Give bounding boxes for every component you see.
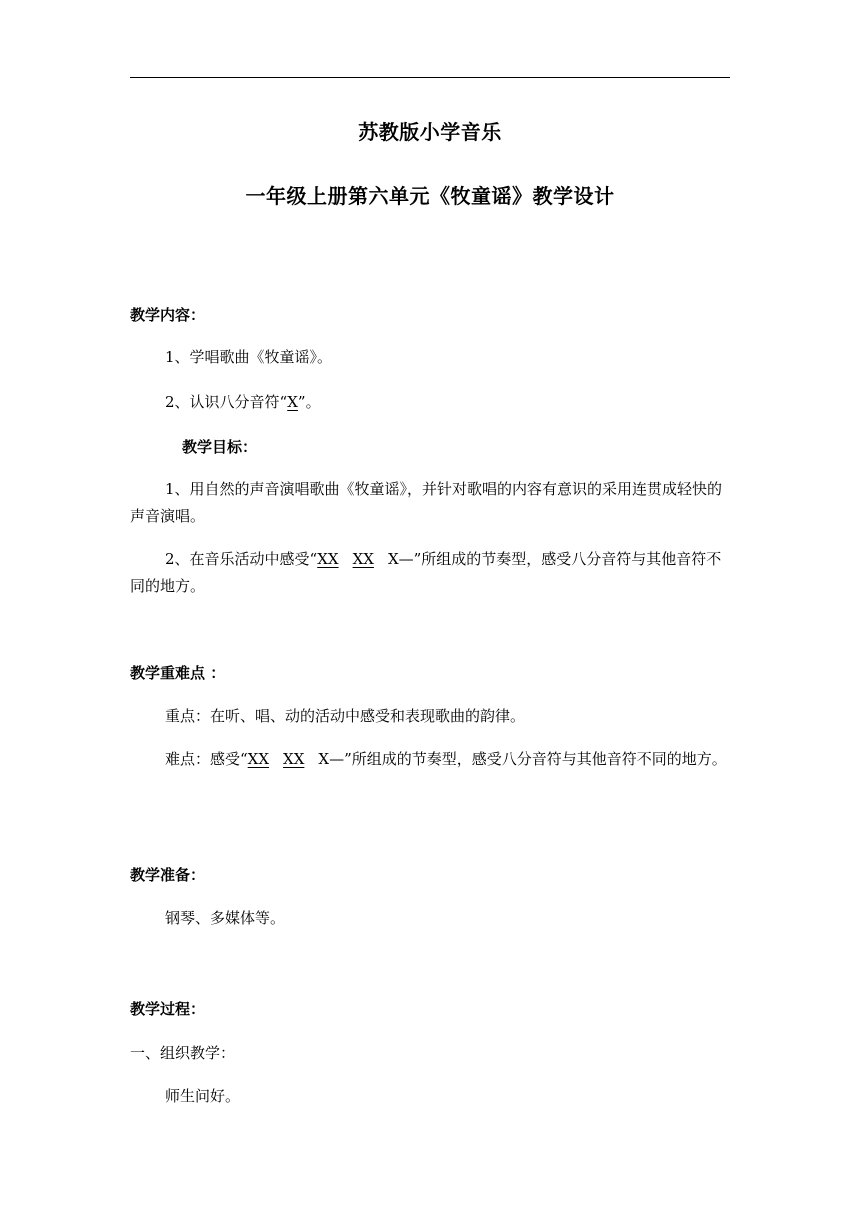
key-point-difficulty bbox=[130, 746, 730, 773]
content-item-2-pre: 2、认识八分音符“ bbox=[165, 393, 288, 411]
rhythm-xx-2: XX bbox=[352, 550, 374, 568]
eighth-note-symbol: X bbox=[287, 393, 298, 411]
section-heading-goals: 教学目标： bbox=[182, 438, 258, 456]
goal-item-2 bbox=[130, 546, 730, 600]
process-step-1: 一、组织教学： bbox=[130, 1044, 236, 1062]
difficulty-rhythm-xx-2: XX bbox=[283, 750, 305, 768]
rhythm-xx-1: XX bbox=[317, 550, 339, 568]
goal-item-1: 1、用自然的声音演唱歌曲《牧童谣》，并针对歌唱的内容有意识的采用连贯成轻快的声音演唱。 bbox=[130, 480, 723, 525]
goal-item-2-post: ”所组成的节奏型，感受八分音符与其他音符不同的地方。 bbox=[130, 550, 722, 595]
document-title: 苏教版小学音乐 bbox=[358, 120, 502, 144]
goal-item-2-pre: 2、在音乐活动中感受“ bbox=[165, 550, 318, 568]
section-heading-key-points: 教学重难点 ： bbox=[130, 664, 226, 682]
preparation-text: 钢琴、多媒体等。 bbox=[165, 909, 286, 927]
content-item-1: 1、学唱歌曲《牧童谣》。 bbox=[165, 348, 333, 366]
content-item-2 bbox=[130, 389, 730, 416]
difficulty-post: ”所组成的节奏型，感受八分音符与其他音符不同的地方。 bbox=[344, 750, 727, 768]
difficulty-rhythm-x-dash: X— bbox=[318, 750, 345, 768]
document-subtitle: 一年级上册第六单元《牧童谣》教学设计 bbox=[245, 184, 615, 208]
section-heading-preparation: 教学准备： bbox=[130, 866, 206, 884]
difficulty-pre: 难点：感受“ bbox=[165, 750, 248, 768]
header-rule bbox=[130, 77, 730, 78]
section-heading-content: 教学内容： bbox=[130, 306, 206, 324]
key-point-focus: 重点：在听、唱、动的活动中感受和表现歌曲的韵律。 bbox=[165, 707, 526, 725]
content-item-2-post: ”。 bbox=[297, 393, 321, 411]
difficulty-rhythm-xx-1: XX bbox=[247, 750, 270, 768]
section-heading-process: 教学过程： bbox=[130, 1000, 206, 1018]
process-step-1-text: 师生问好。 bbox=[165, 1087, 241, 1105]
rhythm-x-dash: X— bbox=[387, 550, 414, 568]
